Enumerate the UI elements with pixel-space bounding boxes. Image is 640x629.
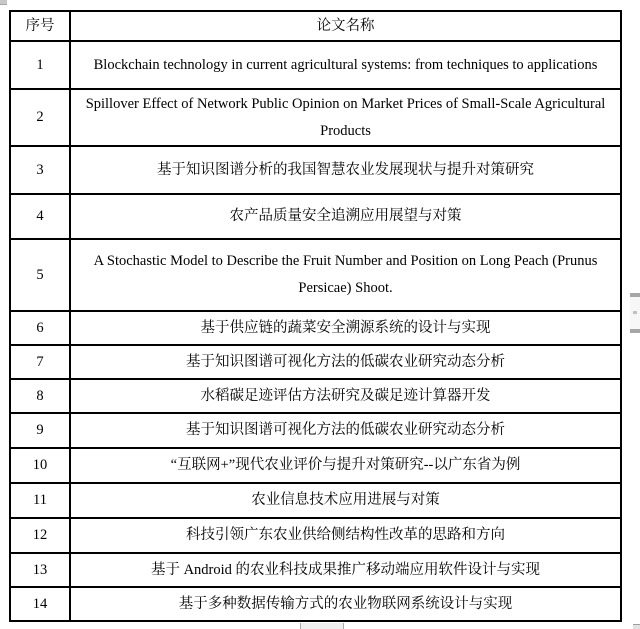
- paper-title-cell: Blockchain technology in current agricultural systems: from techniques to applications: [70, 41, 621, 89]
- col-header-index: 序号: [10, 11, 70, 41]
- paper-title-cell: 基于供应链的蔬菜安全溯源系统的设计与实现: [70, 311, 621, 345]
- table-row: [10, 518, 621, 553]
- paper-title-cell: 科技引领广东农业供给侧结构性改革的思路和方向: [70, 518, 621, 553]
- paper-title-cell: A Stochastic Model to Describe the Fruit Number and Position on Long Peach (Prunus Persicae) Shoot.: [70, 239, 621, 311]
- table-row: [10, 413, 621, 448]
- row-index-cell: 12: [10, 518, 70, 553]
- row-index-cell: 9: [10, 413, 70, 448]
- table-row: [10, 448, 621, 483]
- row-index-cell: 7: [10, 345, 70, 379]
- scrollbar-thumb-edge: [630, 293, 640, 297]
- row-index-cell: 6: [10, 311, 70, 345]
- row-index-cell: 8: [10, 379, 70, 413]
- table-row: [10, 587, 621, 621]
- paper-title-cell: “互联网+”现代农业评价与提升对策研究--以广东省为例: [70, 448, 621, 483]
- row-index-cell: 3: [10, 146, 70, 194]
- window-edge-fragment: [0, 0, 7, 5]
- paper-title-cell: 水稻碳足迹评估方法研究及碳足迹计算器开发: [70, 379, 621, 413]
- paper-title-cell: 基于多种数据传输方式的农业物联网系统设计与实现: [70, 587, 621, 621]
- scrollbar-corner-fragment: [633, 624, 640, 629]
- table-row: [10, 89, 621, 146]
- row-index-cell: 10: [10, 448, 70, 483]
- paper-title-cell: 农业信息技术应用进展与对策: [70, 483, 621, 518]
- paper-title-cell: 基于 Android 的农业科技成果推广移动端应用软件设计与实现: [70, 553, 621, 587]
- row-index-cell: 4: [10, 194, 70, 239]
- table-row: [10, 239, 621, 311]
- row-index-cell: 13: [10, 553, 70, 587]
- paper-title-cell: 基于知识图谱分析的我国智慧农业发展现状与提升对策研究: [70, 146, 621, 194]
- table-header-row: [10, 11, 621, 41]
- paper-title-cell: Spillover Effect of Network Public Opinion on Market Prices of Small-Scale Agricultural Products: [70, 89, 621, 146]
- paper-title-cell: 农产品质量安全追溯应用展望与对策: [70, 194, 621, 239]
- table-row: [10, 345, 621, 379]
- row-index-cell: 1: [10, 41, 70, 89]
- horizontal-scrollbar-fragment[interactable]: [300, 623, 344, 629]
- row-index-cell: 11: [10, 483, 70, 518]
- papers-table: [9, 10, 622, 622]
- paper-title-cell: 基于知识图谱可视化方法的低碳农业研究动态分析: [70, 345, 621, 379]
- scrollbar-thumb-edge: [630, 329, 640, 333]
- vertical-scrollbar-fragment[interactable]: [630, 293, 640, 333]
- row-index-cell: 5: [10, 239, 70, 311]
- paper-title-cell: 基于知识图谱可视化方法的低碳农业研究动态分析: [70, 413, 621, 448]
- table-row: [10, 311, 621, 345]
- table-row: [10, 483, 621, 518]
- table-row: [10, 146, 621, 194]
- row-index-cell: 2: [10, 89, 70, 146]
- col-header-title: 论文名称: [70, 11, 621, 41]
- table-row: [10, 553, 621, 587]
- table-row: [10, 379, 621, 413]
- row-index-cell: 14: [10, 587, 70, 621]
- scrollbar-notch: [633, 311, 637, 314]
- table-row: [10, 194, 621, 239]
- table-row: [10, 41, 621, 89]
